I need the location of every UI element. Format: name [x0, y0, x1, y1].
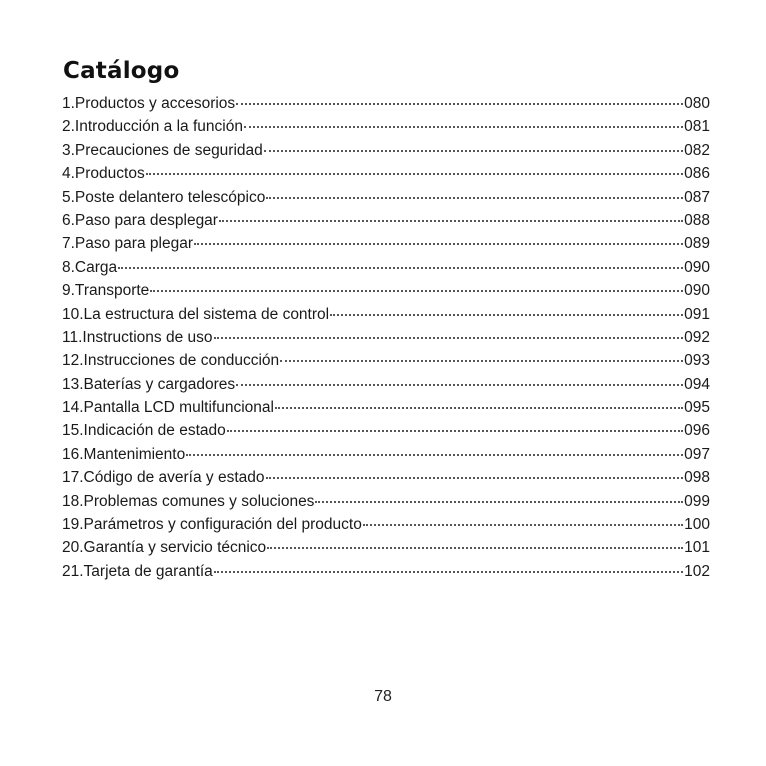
toc-entry	[62, 303, 710, 326]
toc-entry	[62, 466, 710, 489]
toc-entry-label: 3.Precauciones de seguridad	[62, 141, 263, 159]
toc-entry-page: 098	[684, 469, 710, 487]
toc-entry-label: 4.Productos	[62, 165, 145, 183]
dot-leader	[315, 501, 683, 503]
toc-entry-page: 087	[684, 188, 710, 206]
toc-entry	[62, 139, 710, 162]
dot-leader	[214, 571, 683, 573]
toc-entry	[62, 279, 710, 302]
toc-entry	[62, 92, 710, 115]
toc-entry-label: 2.Introducción a la función	[62, 118, 243, 136]
toc-entry	[62, 419, 710, 442]
toc-entry-page: 102	[684, 562, 710, 580]
dot-leader	[194, 243, 683, 245]
dot-leader	[227, 430, 683, 432]
dot-leader	[146, 173, 683, 175]
dot-leader	[280, 360, 683, 362]
toc-entry-label: 17.Código de avería y estado	[62, 469, 265, 487]
toc-entry	[62, 186, 710, 209]
toc-entry-label: 13.Baterías y cargadores	[62, 375, 236, 393]
toc-entry-page: 093	[684, 352, 710, 370]
dot-leader	[214, 337, 684, 339]
toc-entry-page: 081	[684, 118, 710, 136]
toc-entry-label: 9.Transporte	[62, 282, 150, 300]
dot-leader	[219, 220, 683, 222]
page-number: 78	[374, 688, 392, 705]
toc-entry-page: 089	[684, 235, 710, 253]
toc-entry-label: 12.Instrucciones de conducción	[62, 352, 280, 370]
dot-leader	[266, 197, 683, 199]
toc-entry-label: 5.Poste delantero telescópico	[62, 188, 266, 206]
dot-leader	[363, 524, 683, 526]
dot-leader	[236, 384, 683, 386]
toc-entry-page: 101	[684, 539, 710, 557]
toc-entry-page: 097	[684, 445, 710, 463]
toc-entry-page: 096	[684, 422, 710, 440]
toc-entry	[62, 536, 710, 559]
dot-leader	[244, 126, 683, 128]
toc-entry-page: 082	[684, 141, 710, 159]
page-title: Catálogo	[63, 58, 180, 84]
toc-entry-page: 090	[684, 282, 710, 300]
dot-leader	[186, 454, 683, 456]
toc-entry	[62, 443, 710, 466]
dot-leader	[275, 407, 683, 409]
toc-entry-page: 095	[684, 399, 710, 417]
toc-entry-page: 099	[684, 492, 710, 510]
toc-entry	[62, 326, 710, 349]
dot-leader	[330, 314, 683, 316]
toc-entry-label: 11.Instructions de uso	[62, 328, 213, 346]
toc-entry-label: 1.Productos y accesorios	[62, 95, 236, 112]
toc-entry-label: 21.Tarjeta de garantía	[62, 562, 213, 580]
toc-entry	[62, 115, 710, 138]
table-of-contents	[62, 92, 710, 583]
toc-entry-label: 10.La estructura del sistema de control	[62, 305, 330, 323]
toc-entry	[62, 513, 710, 536]
dot-leader	[236, 103, 683, 105]
dot-leader	[118, 267, 683, 269]
toc-entry	[62, 209, 710, 232]
toc-entry-label: 6.Paso para desplegar	[62, 211, 218, 229]
toc-entry-label: 8.Carga	[62, 258, 118, 276]
toc-entry	[62, 256, 710, 279]
toc-entry-label: 7.Paso para plegar	[62, 235, 193, 253]
toc-entry-label: 16.Mantenimiento	[62, 445, 186, 463]
toc-entry-page: 094	[684, 375, 710, 393]
toc-entry-label: 20.Garantía y servicio técnico	[62, 539, 267, 557]
toc-entry	[62, 162, 710, 185]
toc-entry	[62, 232, 710, 255]
toc-entry-page: 080	[684, 95, 710, 112]
toc-entry-label: 18.Problemas comunes y soluciones	[62, 492, 315, 510]
toc-entry-label: 14.Pantalla LCD multifuncional	[62, 399, 274, 417]
toc-entry-page: 090	[684, 258, 710, 276]
toc-entry-page: 086	[684, 165, 710, 183]
toc-entry-page: 092	[684, 328, 710, 346]
toc-entry	[62, 490, 710, 513]
toc-entry	[62, 396, 710, 419]
toc-entry-page: 100	[684, 516, 710, 534]
toc-entry-page: 088	[684, 211, 710, 229]
dot-leader	[150, 290, 683, 292]
toc-entry	[62, 349, 710, 372]
toc-entry-page: 091	[684, 305, 710, 323]
dot-leader	[264, 150, 683, 152]
toc-entry-label: 19.Parámetros y configuración del producto	[62, 516, 362, 534]
toc-entry	[62, 560, 710, 583]
toc-entry	[62, 373, 710, 396]
dot-leader	[266, 477, 684, 479]
toc-entry-label: 15.Indicación de estado	[62, 422, 226, 440]
dot-leader	[267, 547, 683, 549]
